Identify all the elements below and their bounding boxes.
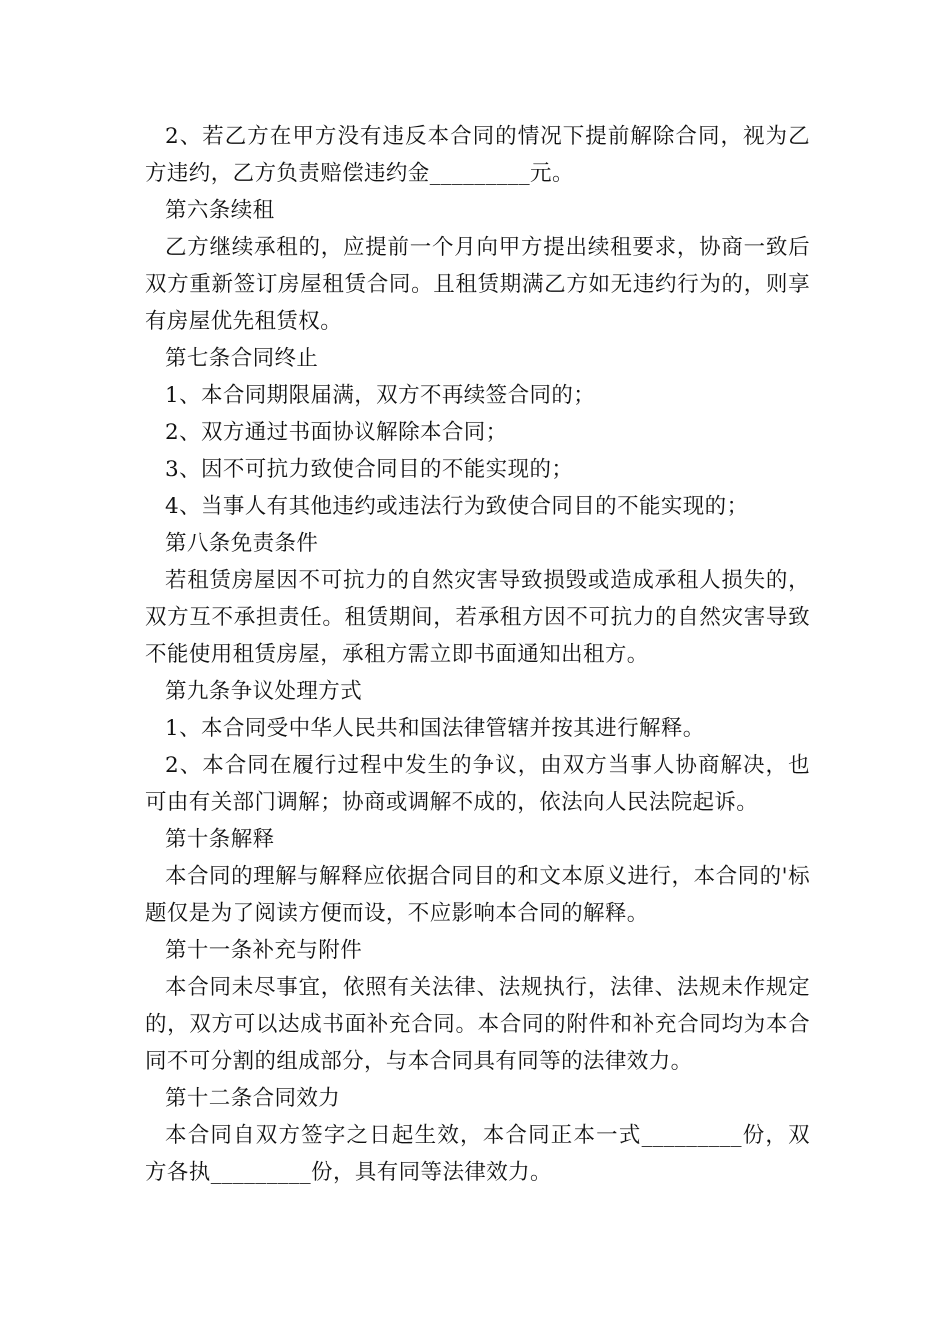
- clause-5-item-2: 2、若乙方在甲方没有违反本合同的情况下提前解除合同，视为乙方违约，乙方负责赔偿违约金_________元。: [145, 124, 810, 186]
- article-8-body: 若租赁房屋因不可抗力的自然灾害导致损毁或造成承租人损失的，双方互不承担责任。租赁期间，若承租方因不可抗力的自然灾害导致不能使用租赁房屋，承租方需立即书面通知出租方。: [145, 568, 810, 667]
- article-6-heading: 第六条续租: [165, 198, 275, 223]
- article-12-heading: 第十二条合同效力: [165, 1086, 341, 1111]
- article-7-item-2: 2、双方通过书面协议解除本合同；: [165, 420, 508, 445]
- article-8-heading: 第八条免责条件: [165, 531, 319, 556]
- article-6-body: 乙方继续承租的，应提前一个月向甲方提出续租要求，协商一致后双方重新签订房屋租赁合同。且租赁期满乙方如无违约行为的，则享有房屋优先租赁权。: [145, 235, 810, 334]
- article-9-item-1: 1、本合同受中华人民共和国法律管辖并按其进行解释。: [165, 716, 705, 741]
- article-7-item-3: 3、因不可抗力致使合同目的不能实现的；: [165, 457, 574, 482]
- article-7-item-1: 1、本合同期限届满，双方不再续签合同的；: [165, 383, 596, 408]
- article-9-heading: 第九条争议处理方式: [165, 679, 363, 704]
- article-12-body: 本合同自双方签字之日起生效，本合同正本一式_________份，双方各执_________份，具有同等法律效力。: [145, 1123, 810, 1185]
- article-10-heading: 第十条解释: [165, 827, 275, 852]
- document-page: [145, 118, 810, 1191]
- article-7-item-4: 4、当事人有其他违约或违法行为致使合同目的不能实现的；: [165, 494, 749, 519]
- article-9-item-2: 2、本合同在履行过程中发生的争议，由双方当事人协商解决，也可由有关部门调解；协商或调解不成的，依法向人民法院起诉。: [145, 753, 810, 815]
- article-11-heading: 第十一条补充与附件: [165, 938, 363, 963]
- article-7-heading: 第七条合同终止: [165, 346, 319, 371]
- article-11-body: 本合同未尽事宜，依照有关法律、法规执行，法律、法规未作规定的，双方可以达成书面补充合同。本合同的附件和补充合同均为本合同不可分割的组成部分，与本合同具有同等的法律效力。: [145, 975, 810, 1074]
- article-10-body: 本合同的理解与解释应依据合同目的和文本原义进行，本合同的'标题仅是为了阅读方便而设，不应影响本合同的解释。: [145, 864, 810, 926]
